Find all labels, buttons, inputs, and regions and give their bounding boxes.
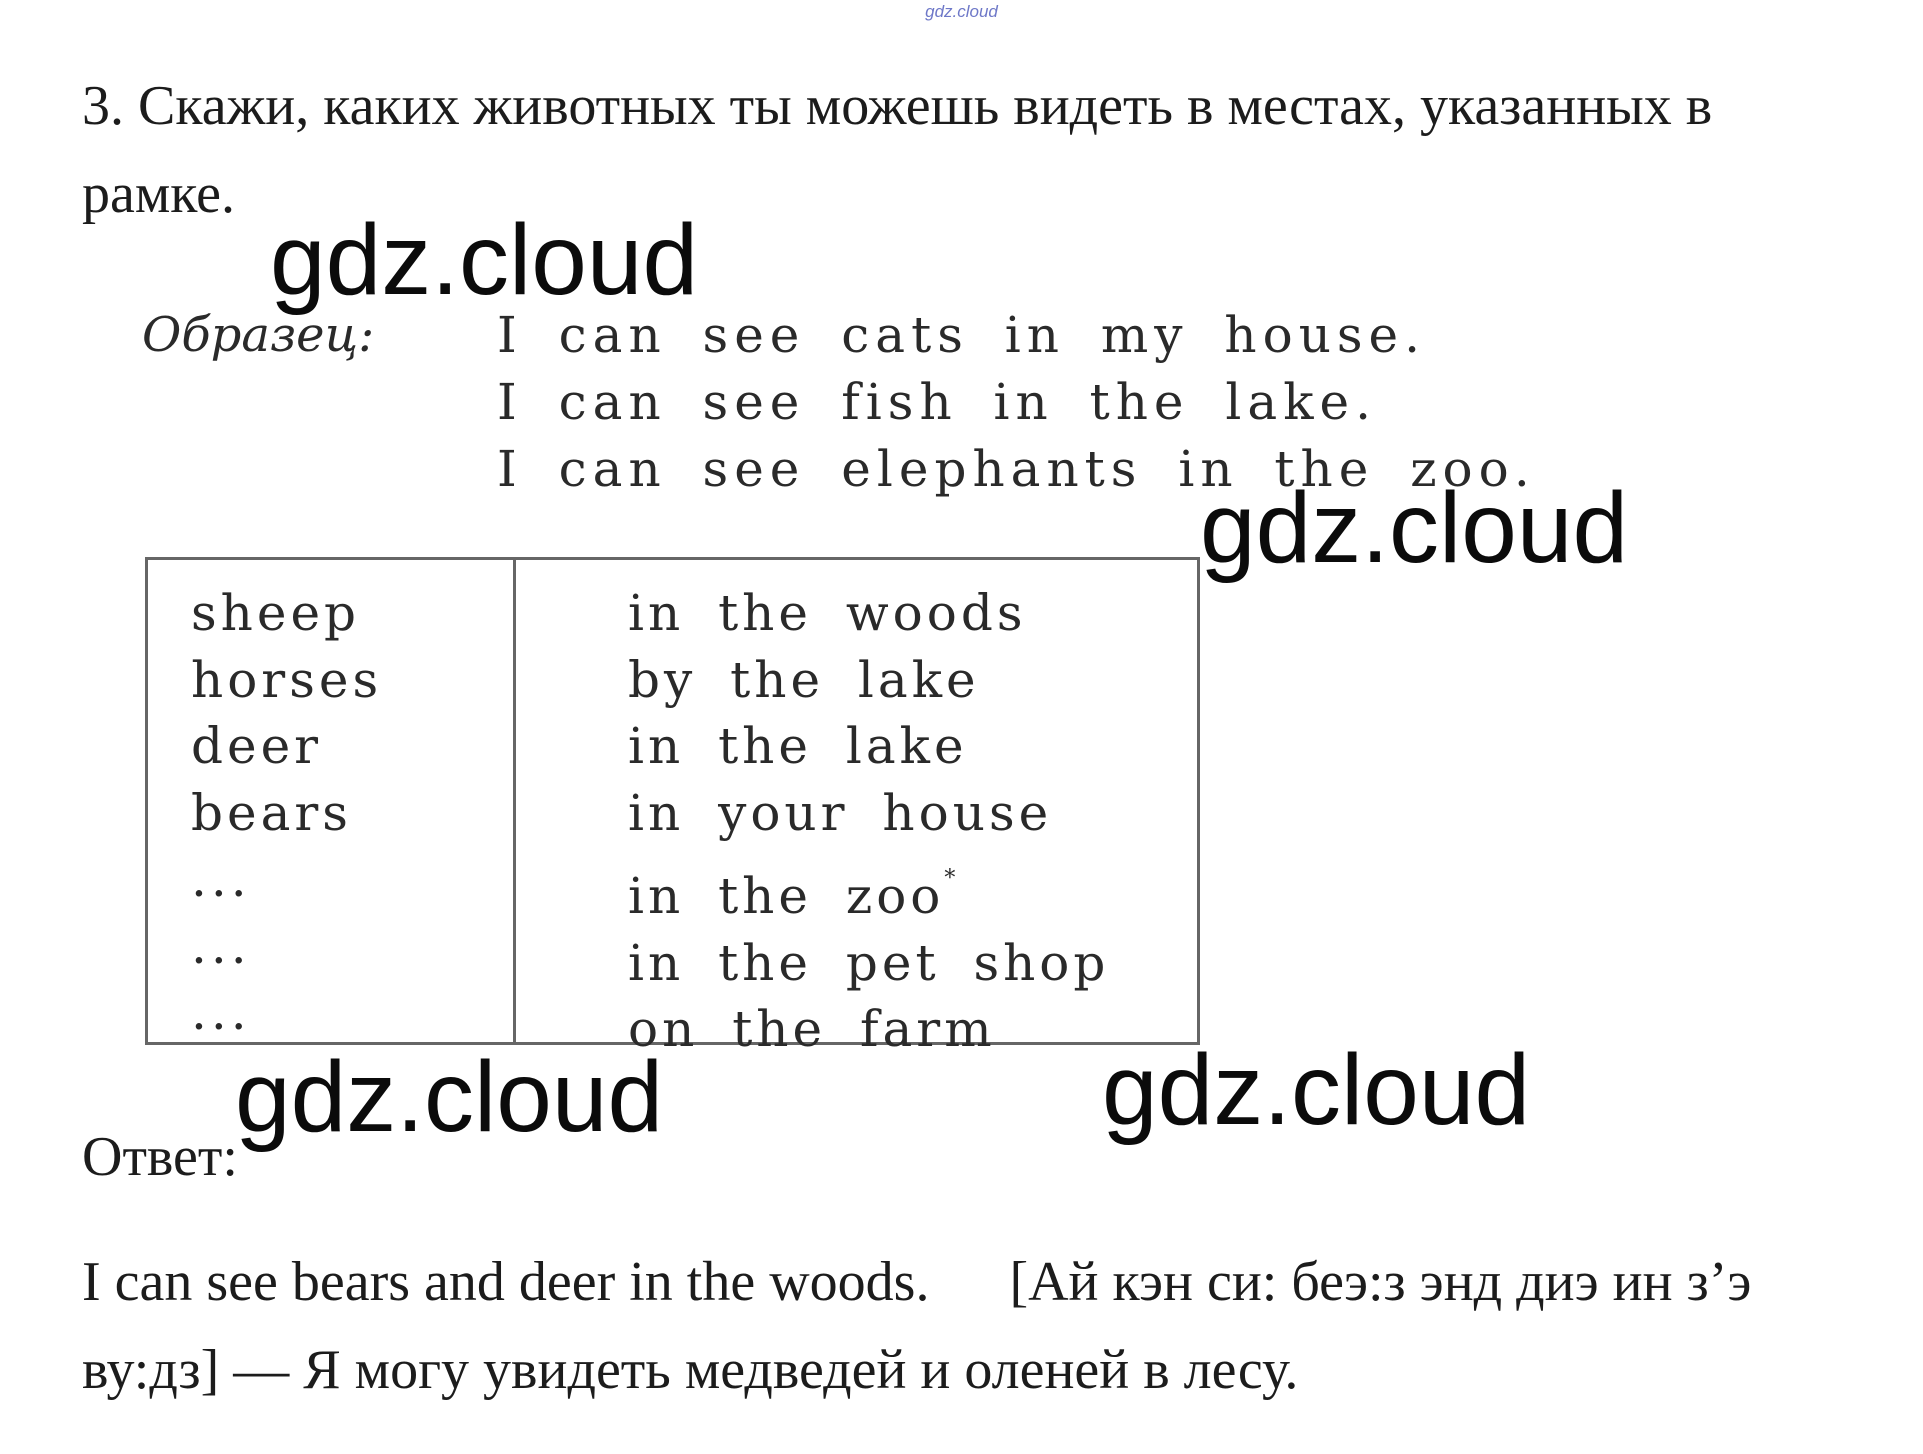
place-item: by the lake xyxy=(628,650,980,709)
sample-line: I can see cats in my house. xyxy=(497,306,1427,364)
answer-english: I can see bears and deer in the woods. xyxy=(82,1251,930,1313)
sample-line: I can see fish in the lake. xyxy=(497,373,1377,431)
place-item: in your house xyxy=(628,783,1053,842)
animal-item: bears xyxy=(191,783,352,842)
watermark: gdz.cloud xyxy=(270,204,699,316)
box-divider xyxy=(513,560,516,1042)
answer-transcription: [Ай кэн си: беэ:з энд диэ ин з’э ву:дз] — Я могу увидеть медведей и оленей в лесу. xyxy=(82,1251,1752,1401)
place-item: in the lake xyxy=(628,717,968,775)
watermark: gdz.cloud xyxy=(235,1041,664,1153)
place-item: in the pet shop xyxy=(628,933,1110,992)
animal-item: deer xyxy=(191,717,323,775)
sample-line: I can see elephants in the zoo. xyxy=(497,440,1536,498)
site-mark: gdz.cloud xyxy=(925,2,998,21)
task-title: 3. Скажи, каких животных ты можешь видеть в местах, указанных в рамке. xyxy=(82,75,1713,225)
places-column xyxy=(628,580,1109,1063)
animal-item: ... xyxy=(191,983,251,1041)
animal-item: ... xyxy=(191,916,251,975)
place-item xyxy=(628,846,1109,930)
animal-item: horses xyxy=(191,650,383,709)
answer-label: Ответ: xyxy=(82,1126,238,1188)
animal-item: ... xyxy=(191,850,251,908)
animal-item: sheep xyxy=(191,584,361,642)
animals-column xyxy=(191,580,382,1046)
watermark: gdz.cloud xyxy=(1200,472,1629,584)
word-box xyxy=(145,557,1200,1058)
place-item-text: in the zoo xyxy=(628,867,945,925)
place-item: on the farm xyxy=(628,1000,996,1058)
watermark: gdz.cloud xyxy=(1102,1034,1531,1146)
footnote-mark: * xyxy=(944,866,956,891)
place-item: in the woods xyxy=(628,584,1027,642)
answer-text xyxy=(82,1238,1862,1414)
sample-label: Образец: xyxy=(142,307,375,363)
